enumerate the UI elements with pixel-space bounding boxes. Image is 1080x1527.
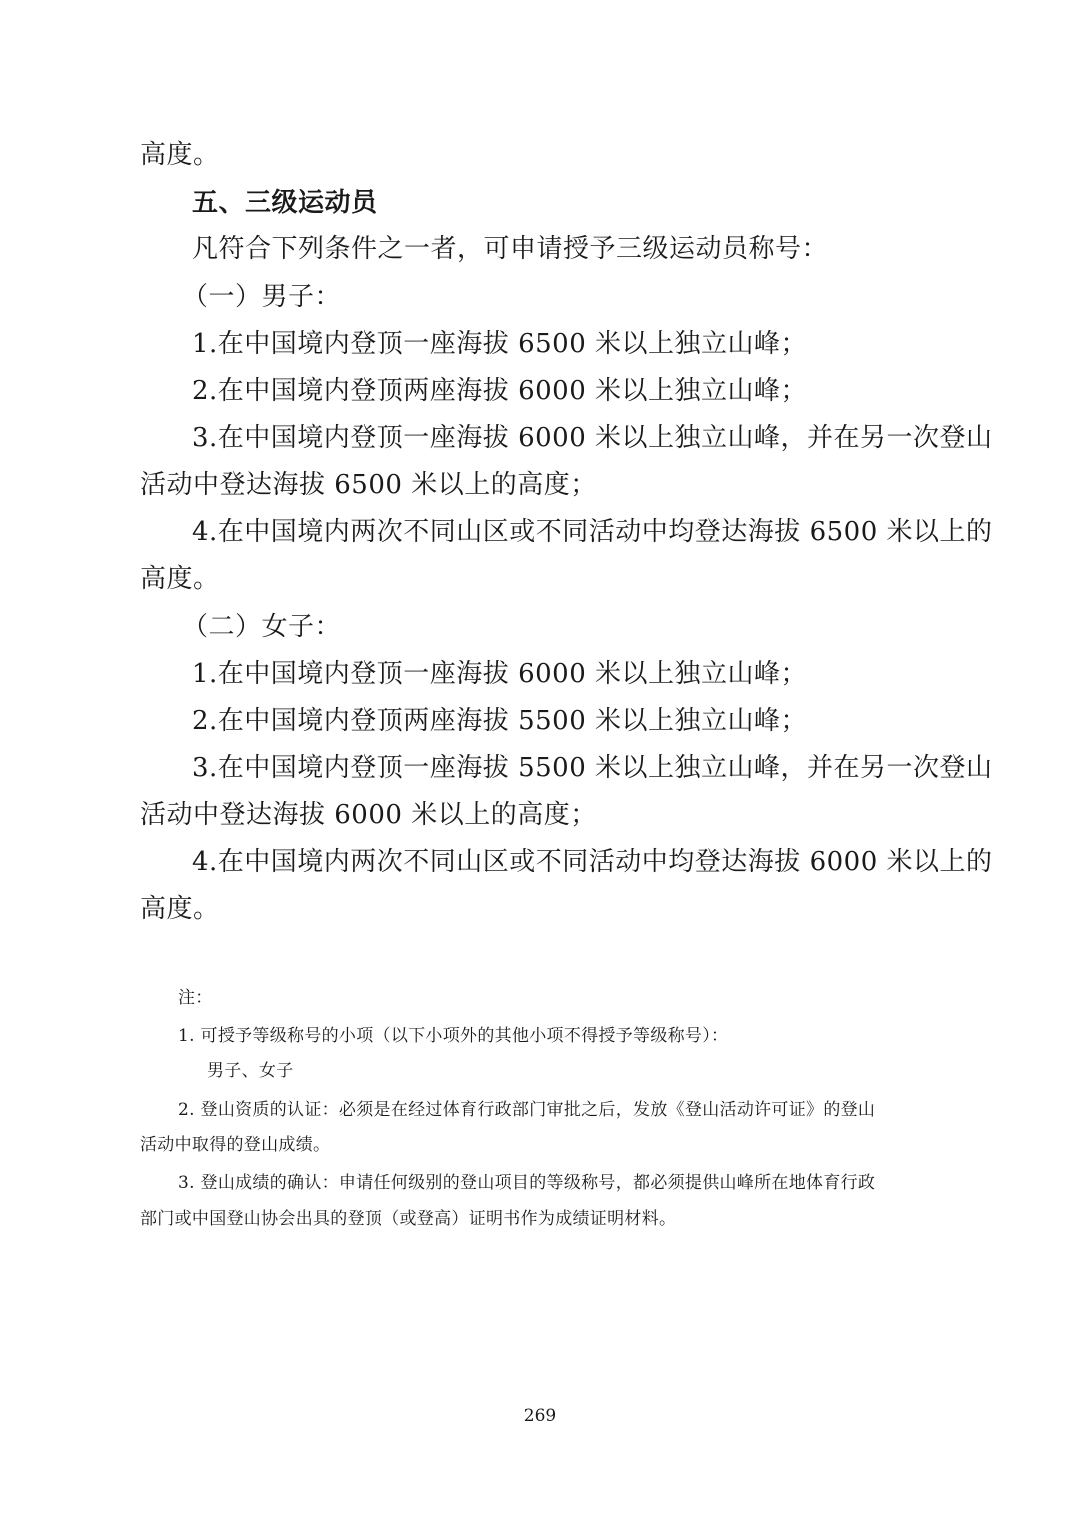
male-subheading: （一）男子： xyxy=(182,282,342,312)
notes-title: 注： xyxy=(178,988,213,1008)
female-item-4-line-2: 高度。 xyxy=(140,894,220,924)
section-heading: 五、三级运动员 xyxy=(192,188,378,218)
female-item-3-line-1: 3.在中国境内登顶一座海拔 5500 米以上独立山峰，并在另一次登山 xyxy=(192,753,993,783)
note-3-line-2: 部门或中国登山协会出具的登顶（或登高）证明书作为成绩证明材料。 xyxy=(140,1209,677,1229)
note-3-line-1: 3. 登山成绩的确认：申请任何级别的登山项目的等级称号，都必须提供山峰所在地体育行政 xyxy=(178,1173,876,1193)
female-item-1: 1.在中国境内登顶一座海拔 6000 米以上独立山峰； xyxy=(192,659,808,689)
note-1: 1. 可授予等级称号的小项（以下小项外的其他小项不得授予等级称号）： xyxy=(178,1026,729,1046)
male-item-1: 1.在中国境内登顶一座海拔 6500 米以上独立山峰； xyxy=(192,329,808,359)
note-1-values: 男子、女子 xyxy=(207,1061,294,1081)
male-item-4-line-1: 4.在中国境内两次不同山区或不同活动中均登达海拔 6500 米以上的 xyxy=(192,517,993,547)
male-item-3-line-1: 3.在中国境内登顶一座海拔 6000 米以上独立山峰，并在另一次登山 xyxy=(192,423,993,453)
male-item-3-line-2: 活动中登达海拔 6500 米以上的高度； xyxy=(140,470,597,500)
note-2-line-2: 活动中取得的登山成绩。 xyxy=(140,1135,331,1155)
male-item-2: 2.在中国境内登顶两座海拔 6000 米以上独立山峰； xyxy=(192,376,808,406)
section-intro: 凡符合下列条件之一者，可申请授予三级运动员称号： xyxy=(192,234,829,264)
page-number: 269 xyxy=(523,1406,557,1426)
female-item-3-line-2: 活动中登达海拔 6000 米以上的高度； xyxy=(140,800,597,830)
female-subheading: （二）女子： xyxy=(182,612,342,642)
female-item-2: 2.在中国境内登顶两座海拔 5500 米以上独立山峰； xyxy=(192,706,808,736)
note-2-line-1: 2. 登山资质的认证：必须是在经过体育行政部门审批之后，发放《登山活动许可证》的登山 xyxy=(178,1100,876,1120)
male-item-4-line-2: 高度。 xyxy=(140,564,220,594)
female-item-4-line-1: 4.在中国境内两次不同山区或不同活动中均登达海拔 6000 米以上的 xyxy=(192,847,993,877)
paragraph-continuation: 高度。 xyxy=(140,140,220,170)
